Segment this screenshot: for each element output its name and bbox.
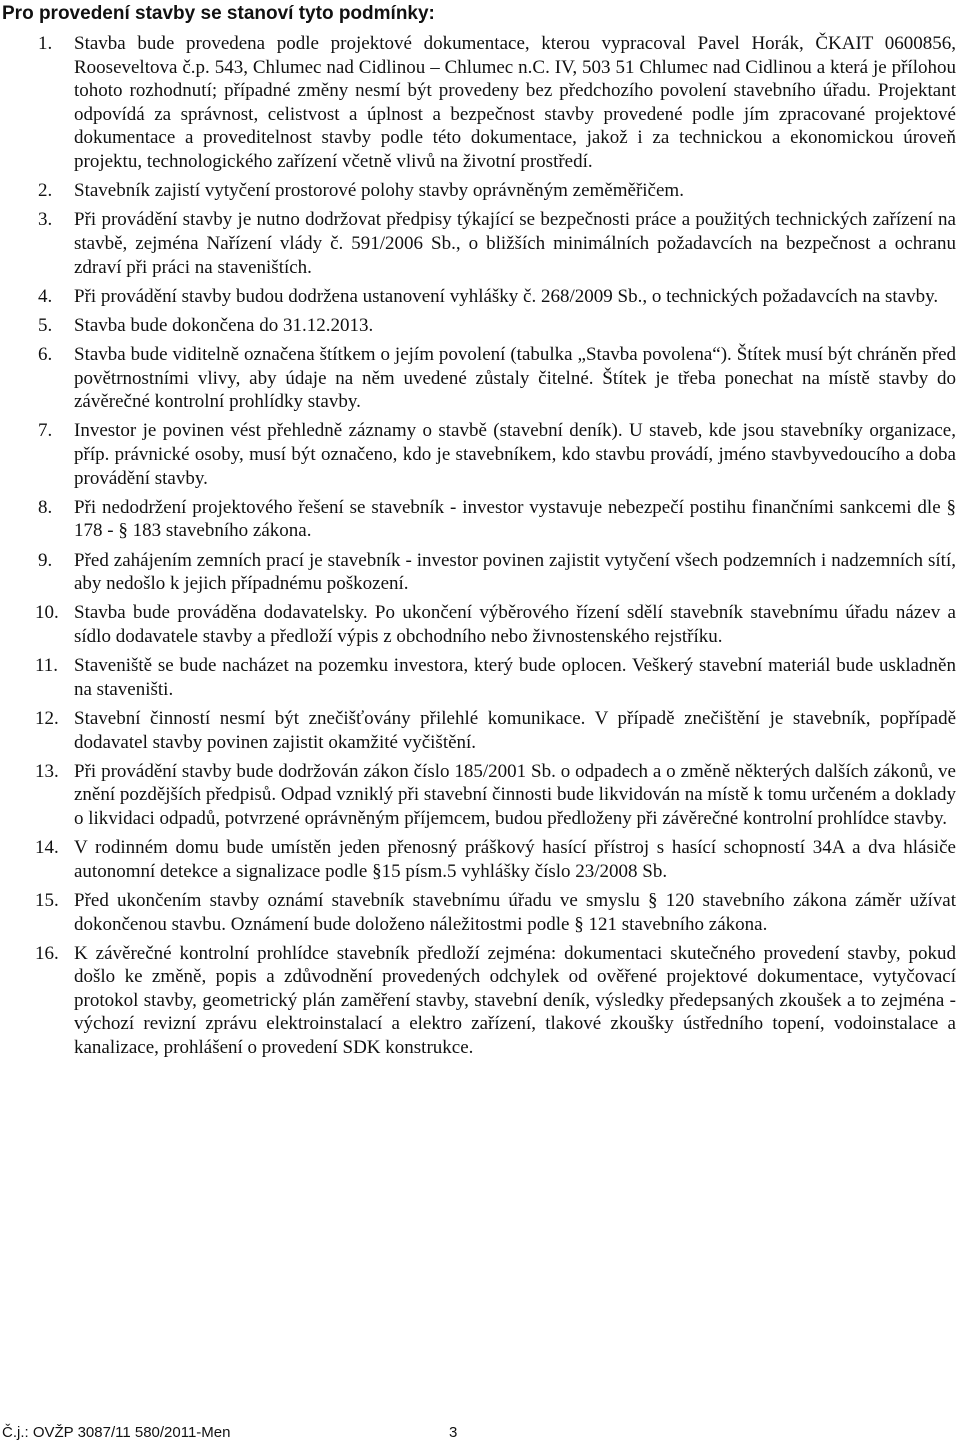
condition-item <box>0 343 956 414</box>
condition-number: 16. <box>35 942 59 964</box>
condition-text: Investor je povinen vést přehledně záznamy o stavbě (stavební deník). U staveb, kde jsou stavebníky organizace, příp. právnické osoby, musí být označeno, kdo je stavebníkem, kdo stavbu provádí, jméno stavbyvedoucího a doba provádění stavby. <box>74 420 956 489</box>
condition-text: Při provádění stavby budou dodržena ustanovení vyhlášky č. 268/2009 Sb., o technických požadavcích na stavby. <box>74 285 939 307</box>
condition-number: 13. <box>35 760 59 782</box>
condition-item <box>0 208 956 279</box>
condition-text: Stavební činností nesmí být znečišťovány přilehlé komunikace. V případě znečištění je stavebník, popřípadě dodavatel stavby povinen zajistit okamžité vyčištění. <box>74 707 956 753</box>
condition-text: Při provádění stavby bude dodržován zákon číslo 185/2001 Sb. o odpadech a o změně některých dalších zákonů, ve znění pozdějších předpisů. Odpad vzniklý při stavební činnosti bude likvidován na místě k tomu určeném a doklady o likvidaci odpadů, potvrzené oprávněným příjemcem, budou předloženy při závěrečné kontrolní prohlídce stavby. <box>74 760 956 829</box>
condition-text: Při nedodržení projektového řešení se stavebník - investor vystavuje nebezpečí postihu finančními sankcemi dle § 178 - § 183 stavebního zákona. <box>74 496 956 542</box>
condition-text: Stavba bude provedena podle projektové dokumentace, kterou vypracoval Pavel Horák, ČKAIT 0600856, Rooseveltova č.p. 543, Chlumec nad Cidlinou – Chlumec n.C. IV, 503 51 Chlumec nad Cidlinou a která je přílohou tohoto rozhodnutí; případné změny nesmí být provedeny bez předchozího povolení stavebního úřadu. Projektant odpovídá za správnost, celistvost a úplnost a bezpečnost stavby provedené podle jím zpracované projektové dokumentace a proveditelnost stavby podle této dokumentace, jakož i za technickou a ekonomickou úroveň projektu, technologického zařízení včetně vlivů na životní prostředí. <box>74 33 956 172</box>
conditions-list <box>0 32 956 1065</box>
condition-number: 7. <box>38 420 53 442</box>
condition-number: 8. <box>38 496 53 518</box>
condition-text: V rodinném domu bude umístěn jeden přenosný práškový hasící přístroj s hasící schopností 34A a dva hlásiče autonomní detekce a signalizace podle §15 písm.5 vyhlášky číslo 23/2008 Sb. <box>74 837 956 882</box>
condition-item <box>0 836 956 883</box>
condition-number: 12. <box>35 707 59 729</box>
condition-item <box>0 707 956 754</box>
condition-item <box>0 601 956 648</box>
condition-number: 11. <box>35 655 59 677</box>
condition-text: Stavba bude dokončena do 31.12.2013. <box>74 314 374 336</box>
condition-item <box>0 549 956 596</box>
condition-text: Před zahájením zemních prací je stavebník - investor povinen zajistit vytyčení všech podzemních i nadzemních sítí, aby nedošlo k jejich případnému poškození. <box>74 549 956 595</box>
condition-number: 9. <box>38 549 53 571</box>
condition-number: 5. <box>38 314 53 336</box>
page-number: 3 <box>449 1424 458 1441</box>
condition-text: Stavba bude viditelně označena štítkem o jejím povolení (tabulka „Stavba povolena“). Štítek musí být chráněn před povětrnostními vlivy, aby údaje na něm uvedené zůstaly čitelné. Štítek je třeba ponechat na místě stavby do závěrečné kontrolní prohlídky stavby. <box>74 344 956 413</box>
document-heading: Pro provedení stavby se stanoví tyto podmínky: <box>2 3 435 24</box>
document-reference-number: Č.j.: OVŽP 3087/11 580/2011-Men <box>2 1424 231 1441</box>
condition-item <box>0 889 956 936</box>
condition-item <box>0 285 956 309</box>
condition-number: 6. <box>38 344 53 366</box>
condition-item <box>0 32 956 174</box>
condition-number: 14. <box>35 837 59 859</box>
condition-number: 3. <box>38 209 53 231</box>
condition-number: 2. <box>38 180 53 202</box>
condition-number: 4. <box>38 285 53 307</box>
condition-number: 15. <box>35 889 59 911</box>
condition-number: 10. <box>35 602 59 624</box>
condition-item <box>0 760 956 831</box>
condition-item <box>0 654 956 701</box>
condition-item <box>0 496 956 543</box>
condition-text: Staveniště se bude nacházet na pozemku investora, který bude oplocen. Veškerý stavební materiál bude uskladněn na staveništi. <box>74 655 956 700</box>
condition-text: K závěrečné kontrolní prohlídce stavebník předloží zejména: dokumentaci skutečného provedení stavby, pokud došlo ke změně, popis a zdůvodnění provedených odchylek od ověřené projektové dokumentace, vytyčovací protokol stavby, geometrický plán zaměření stavby, stavební deník, výsledky předepsaných zkoušek a to zejména - výchozí revizní zprávu elektroinstalací a elektro zařízení, tlakové zkoušky ústředního topení, vodoinstalace a kanalizace, prohlášení o provedení SDK konstrukce. <box>74 942 956 1059</box>
condition-item <box>0 314 956 338</box>
condition-text: Při provádění stavby je nutno dodržovat předpisy týkající se bezpečnosti práce a použitých technických zařízení na stavbě, zejména Nařízení vlády č. 591/2006 Sb., o bližších minimálních požadavcích na bezpečnost a ochranu zdraví při práci na staveništích. <box>74 209 956 278</box>
condition-item <box>0 419 956 490</box>
condition-text: Stavebník zajistí vytyčení prostorové polohy stavby oprávněným zeměměřičem. <box>74 180 684 202</box>
condition-item <box>0 179 956 203</box>
condition-text: Stavba bude prováděna dodavatelsky. Po ukončení výběrového řízení sdělí stavebník stavebnímu úřadu název a sídlo dodavatele stavby a předloží výpis z obchodního nebo živnostenského rejstříku. <box>74 602 956 647</box>
condition-text: Před ukončením stavby oznámí stavebník stavebnímu úřadu ve smyslu § 120 stavebního zákona záměr užívat dokončenou stavbu. Oznámení bude doloženo náležitostmi podle § 121 stavebního zákona. <box>74 889 956 935</box>
condition-item <box>0 942 956 1060</box>
condition-number: 1. <box>38 33 53 54</box>
